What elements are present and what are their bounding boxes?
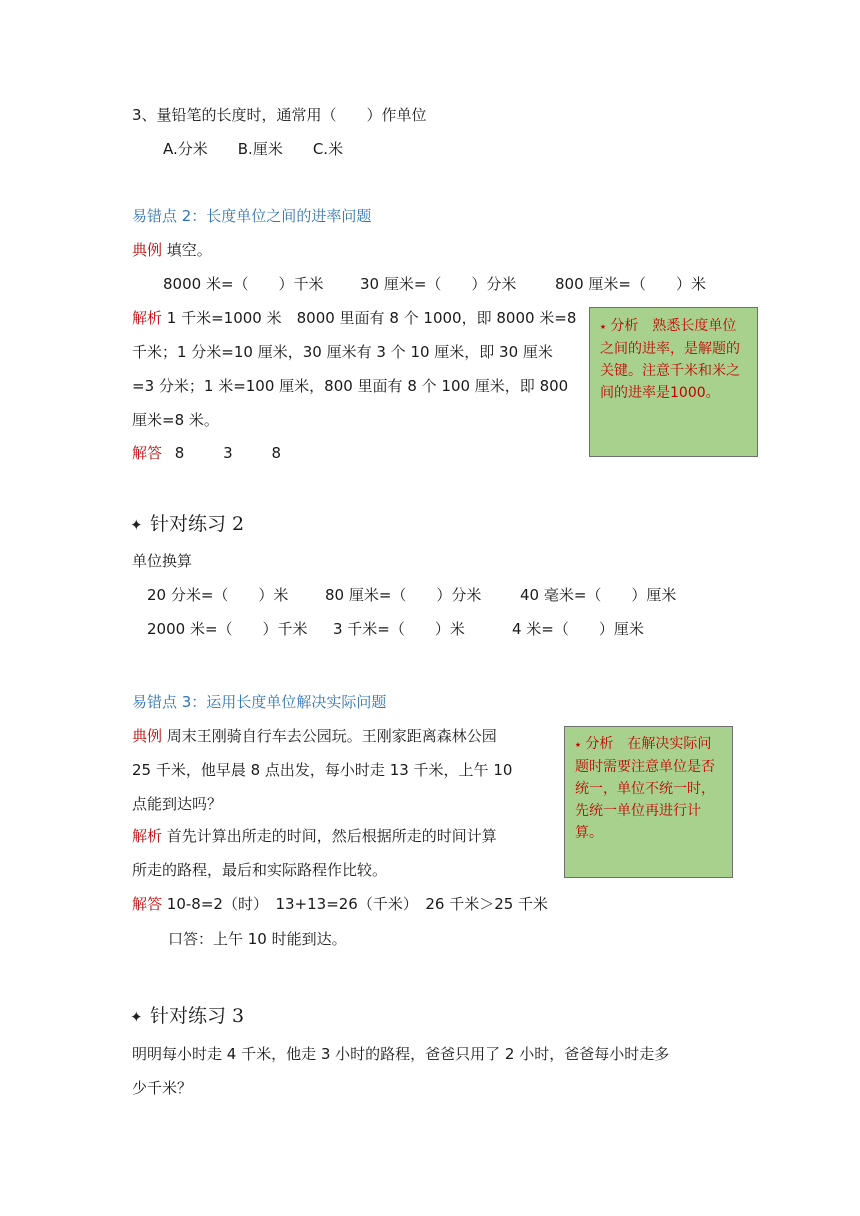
error-point-2-title: 易错点 2：长度单位之间的进率问题 <box>132 207 372 225</box>
answer-value-3: 8 <box>271 444 281 462</box>
analysis-3-line-1: 解析 首先计算出所走的时间，然后根据所走的时间计算 <box>132 827 497 845</box>
answer-value-2: 3 <box>223 444 233 462</box>
fill-blank-1: 8000 米=（ ）千米 <box>163 275 324 293</box>
note-text: 分析 熟悉长度单位之间的进率，是解题的关键。注意千米和米之间的进率是1000。 <box>600 318 740 401</box>
answer-tag: 解答 <box>132 444 163 462</box>
answer-2 <box>132 443 281 463</box>
question-3: 3、量铅笔的长度时，通常用（ ）作单位 <box>132 106 427 124</box>
practice-3-question-line-2: 少千米？ <box>132 1079 193 1097</box>
analysis-3-line-2: 所走的路程，最后和实际路程作比较。 <box>132 861 388 879</box>
practice-2-title: 针对练习 2 <box>150 513 245 535</box>
fill-blank-3: 800 厘米=（ ）米 <box>555 275 706 293</box>
example-3-line-3: 点能到达吗？ <box>132 795 223 813</box>
practice-2-subtitle: 单位换算 <box>132 552 193 570</box>
example-2 <box>132 240 212 260</box>
star-icon: ⭑ <box>575 738 581 751</box>
star-icon: ⭑ <box>600 320 606 333</box>
analysis-note-box-3 <box>564 726 733 878</box>
sparkle-icon: ✦ <box>130 516 143 534</box>
example-tag: 典例 <box>132 241 163 259</box>
conversion-6: 4 米=（ ）厘米 <box>512 620 644 638</box>
example-3-line-2: 25 千米，他早晨 8 点出发，每小时走 13 千米，上午 10 <box>132 761 513 779</box>
error-point-3-title: 易错点 3：运用长度单位解决实际问题 <box>132 693 387 711</box>
example-text: 填空。 <box>166 241 212 259</box>
analysis-line-2: 千米；1 分米=10 厘米，30 厘米有 3 个 10 厘米，即 30 厘米 <box>132 343 553 361</box>
practice-2-heading <box>130 512 244 537</box>
conversion-1: 20 分米=（ ）米 <box>147 586 289 604</box>
answer-value-1: 8 <box>174 444 185 462</box>
question-3-options: A.分米 B.厘米 C.米 <box>163 140 344 158</box>
example-tag: 典例 <box>132 727 163 745</box>
conversion-5: 3 千米=（ ）米 <box>333 620 465 638</box>
sparkle-icon: ✦ <box>130 1008 143 1026</box>
answer-tag: 解答 <box>132 895 163 913</box>
conversion-4: 2000 米=（ ）千米 <box>147 620 308 638</box>
analysis-line-1: 解析 1 千米=1000 米 8000 里面有 8 个 1000，即 8000 米=8 <box>132 309 577 327</box>
fill-blank-2: 30 厘米=（ ）分米 <box>360 275 517 293</box>
analysis-tag: 解析 <box>132 309 163 327</box>
practice-3-title: 针对练习 3 <box>150 1005 245 1027</box>
example-3-line-1: 典例 周末王刚骑自行车去公园玩。王刚家距离森林公园 <box>132 727 497 745</box>
practice-3-heading <box>130 1004 244 1029</box>
note-text: 分析 在解决实际问题时需要注意单位是否统一，单位不统一时，先统一单位再进行计算。 <box>575 736 715 841</box>
answer-3: 解答 10-8=2（时） 13+13=26（千米） 26 千米＞25 千米 <box>132 895 549 913</box>
analysis-tag: 解析 <box>132 827 163 845</box>
practice-3-question-line-1: 明明每小时走 4 千米，他走 3 小时的路程，爸爸只用了 2 小时，爸爸每小时走多 <box>132 1045 670 1063</box>
conversion-3: 40 毫米=（ ）厘米 <box>520 586 677 604</box>
answer-3-reply: 口答：上午 10 时能到达。 <box>168 930 347 948</box>
analysis-line-4: 厘米=8 米。 <box>132 411 219 429</box>
analysis-note-box <box>589 307 758 457</box>
analysis-line-3: =3 分米；1 米=100 厘米，800 里面有 8 个 100 厘米，即 800 <box>132 377 569 395</box>
conversion-2: 80 厘米=（ ）分米 <box>325 586 482 604</box>
